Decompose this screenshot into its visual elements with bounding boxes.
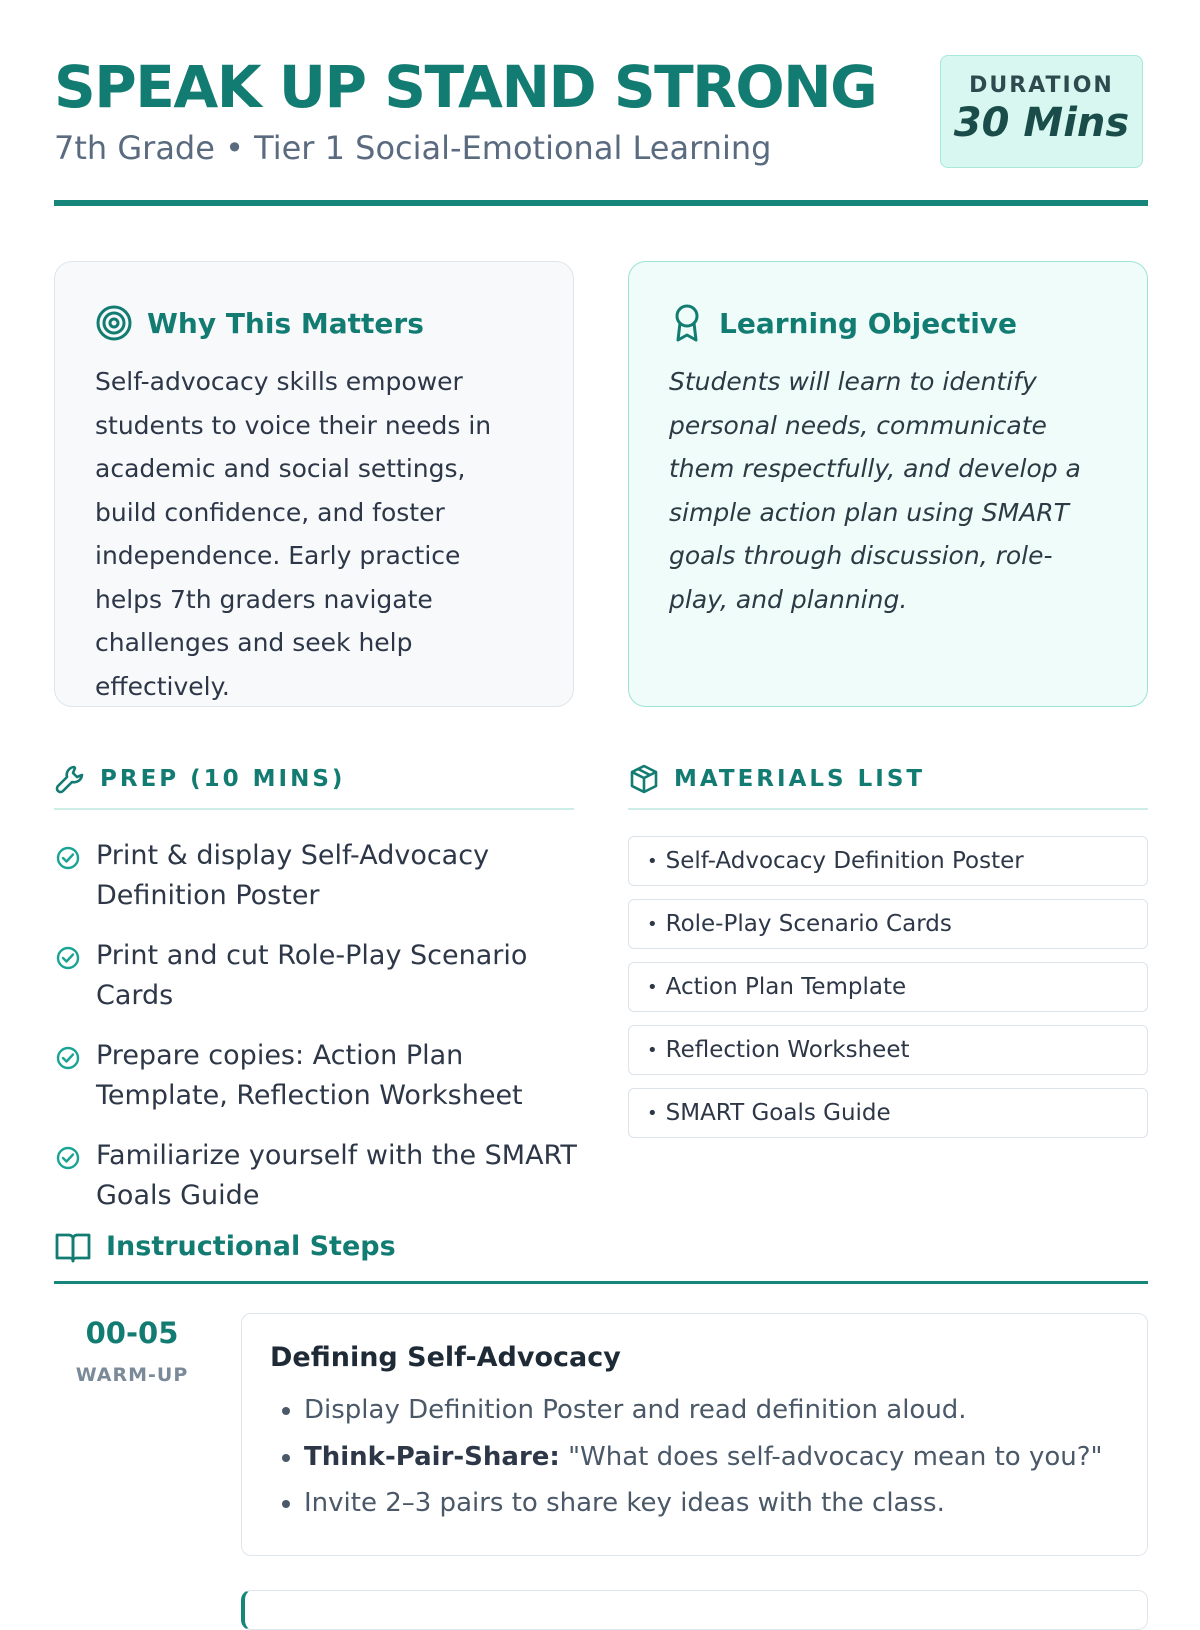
material-item xyxy=(628,836,1148,886)
materials-section-header xyxy=(628,758,1148,810)
duration-label: DURATION xyxy=(969,73,1114,98)
material-item xyxy=(628,962,1148,1012)
prep-item-text: Print & display Self-Advocacy Definition Poster xyxy=(96,840,490,911)
material-item-text: Self-Advocacy Definition Poster xyxy=(665,848,1024,874)
step-bullet xyxy=(304,1434,1119,1481)
check-circle-icon xyxy=(54,1144,82,1172)
material-item xyxy=(628,1088,1148,1138)
bullet-dot: • xyxy=(647,850,658,872)
step-bullet-text: "What does self-advocacy mean to you?" xyxy=(559,1441,1103,1472)
prep-item-text: Familiarize yourself with the SMART Goals Guide xyxy=(96,1140,577,1211)
bullet-dot: • xyxy=(647,976,658,998)
why-card-header xyxy=(95,300,533,346)
step-card xyxy=(241,1313,1148,1556)
next-step-card xyxy=(241,1590,1148,1630)
check-circle-icon xyxy=(54,844,82,872)
prep-list xyxy=(54,836,584,1236)
material-item-text: Role-Play Scenario Cards xyxy=(665,911,952,937)
step-bullet-text: Display Definition Poster and read definition aloud. xyxy=(304,1395,967,1425)
prep-item xyxy=(54,1036,584,1116)
header-divider xyxy=(54,200,1148,206)
prep-section-header xyxy=(54,758,574,810)
bullet-dot: • xyxy=(647,913,658,935)
book-open-icon xyxy=(54,1230,92,1264)
step-phase-label: WARM-UP xyxy=(75,1364,189,1386)
step-title: Defining Self-Advocacy xyxy=(270,1342,621,1373)
prep-item-text: Prepare copies: Action Plan Template, Reflection Worksheet xyxy=(96,1040,523,1111)
prep-item-text: Print and cut Role-Play Scenario Cards xyxy=(96,940,528,1011)
bullet-dot: • xyxy=(647,1039,658,1061)
material-item xyxy=(628,899,1148,949)
why-card-title: Why This Matters xyxy=(147,306,424,340)
material-item xyxy=(628,1025,1148,1075)
wrench-icon xyxy=(54,763,86,795)
materials-title: MATERIALS LIST xyxy=(674,766,926,792)
why-card-body: Self-advocacy skills empower students to voice their needs in academic and social settings, build confidence, and foster independence. Early practice helps 7th graders navigate challenges and seek help effectively. xyxy=(95,367,492,701)
why-this-matters-card xyxy=(54,261,574,707)
prep-item xyxy=(54,936,584,1016)
target-icon xyxy=(95,304,133,342)
prep-title: PREP (10 MINS) xyxy=(100,766,346,792)
prep-item xyxy=(54,836,584,916)
bullet-dot: • xyxy=(647,1102,658,1124)
step-timing xyxy=(54,1316,210,1386)
instructional-steps-title: Instructional Steps xyxy=(106,1231,396,1262)
step-bullet-lead: Think-Pair-Share: xyxy=(304,1441,560,1472)
step-bullet-text: Invite 2–3 pairs to share key ideas with the class. xyxy=(304,1488,945,1518)
page-title: SPEAK UP STAND STRONG xyxy=(54,53,877,121)
step-bullet xyxy=(304,1480,1119,1527)
objective-card-title: Learning Objective xyxy=(719,306,1018,340)
page-subtitle: 7th Grade • Tier 1 Social-Emotional Learning xyxy=(54,129,772,167)
duration-badge xyxy=(940,55,1143,168)
award-icon xyxy=(669,302,705,344)
objective-card-body: Students will learn to identify personal needs, communicate them respectfully, and develop a simple action plan using SMART goals through discussion, role-play, and planning. xyxy=(669,367,1081,614)
material-item-text: SMART Goals Guide xyxy=(665,1100,891,1126)
package-icon xyxy=(628,763,660,795)
materials-list xyxy=(628,836,1148,1151)
learning-objective-card xyxy=(628,261,1148,707)
material-item-text: Action Plan Template xyxy=(665,974,907,1000)
prep-item xyxy=(54,1136,584,1216)
objective-card-header xyxy=(669,300,1107,346)
step-bullet-list xyxy=(270,1387,1119,1527)
instructional-steps-header xyxy=(54,1222,1148,1284)
material-item-text: Reflection Worksheet xyxy=(665,1037,910,1063)
step-bullet xyxy=(304,1387,1119,1434)
duration-value: 30 Mins xyxy=(953,100,1130,146)
step-time-range: 00-05 xyxy=(85,1316,179,1350)
check-circle-icon xyxy=(54,1044,82,1072)
check-circle-icon xyxy=(54,944,82,972)
